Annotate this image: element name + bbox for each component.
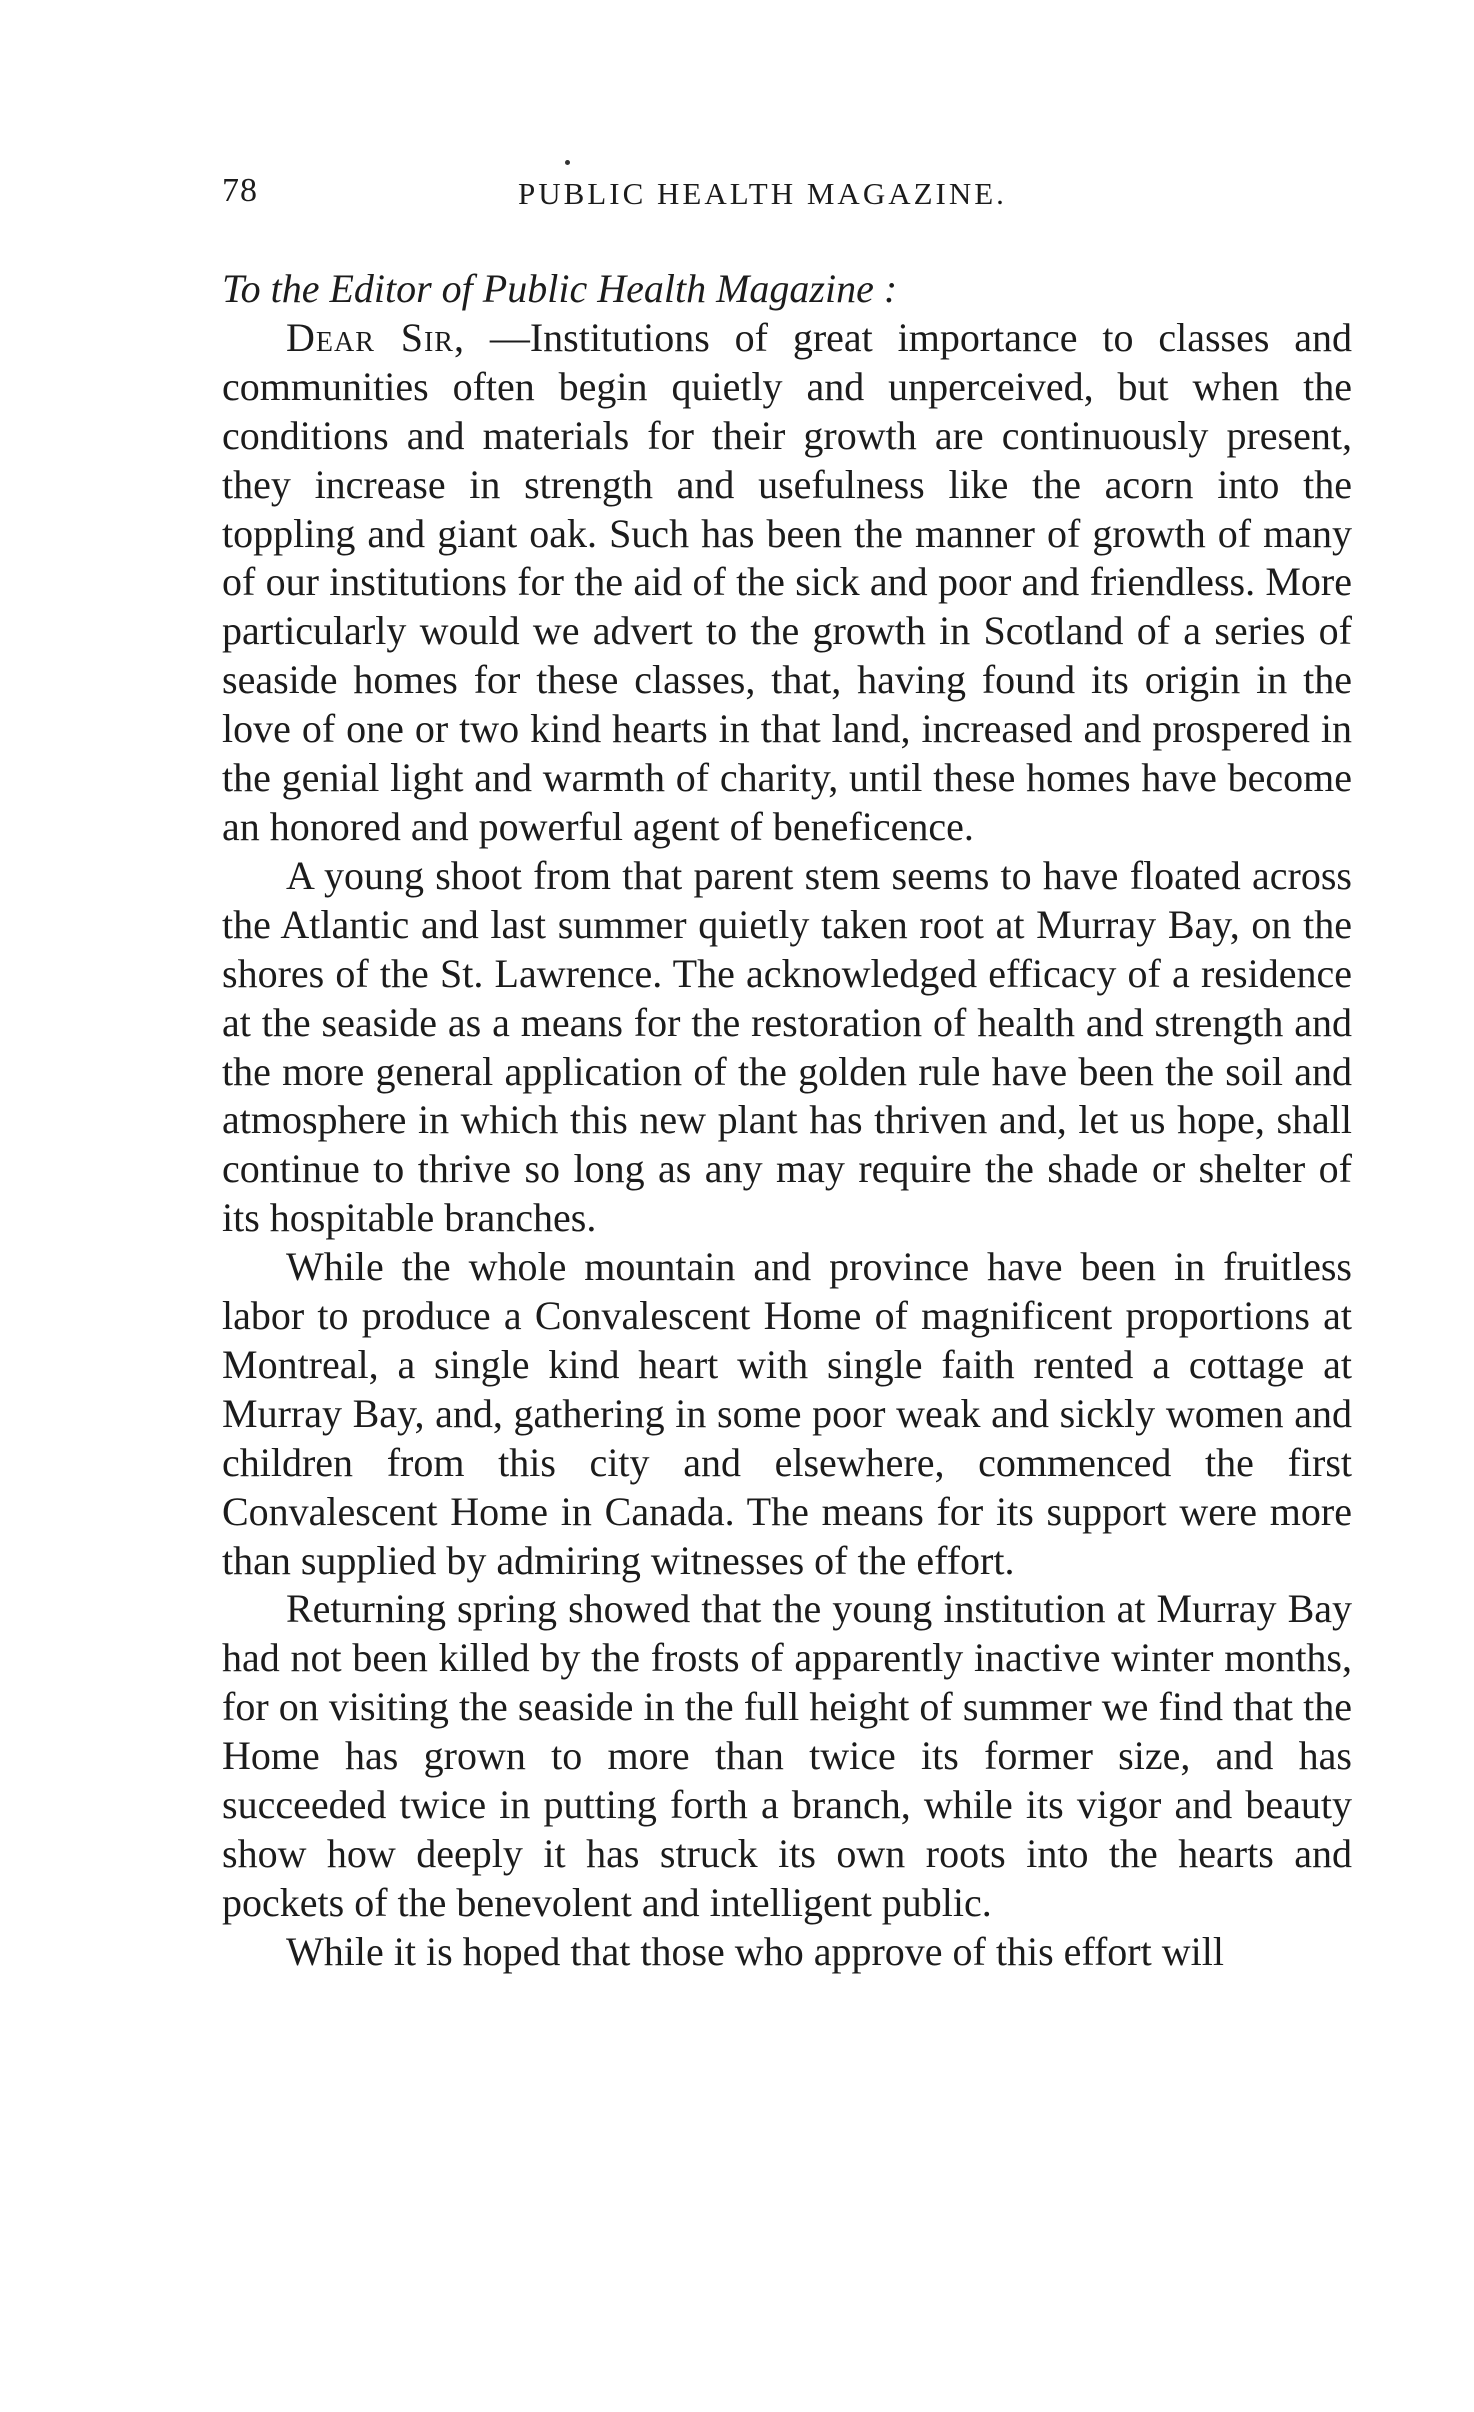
page-header — [222, 172, 1342, 222]
letter-body — [222, 265, 1352, 1977]
running-head: PUBLIC HEALTH MAGAZINE. — [518, 176, 1007, 211]
paragraph-5: While it is hoped that those who approve of this effort will — [286, 1928, 1224, 1974]
page-number: 78 — [222, 172, 258, 209]
paragraph-3: While the whole mountain and province have been in fruitless labor to produce a Convalescent Home of magnificent proportions at Montreal, a single kind heart with single faith rented a cottage at Murray Bay, and, gathering in some poor weak and sickly women and children from this city and elsewhere, commenced the first Convalescent Home in Canada. The means for its support were more than supplied by admiring witnesses of the effort. — [222, 1244, 1352, 1583]
opening-words: Dear Sir, — [286, 314, 465, 360]
paragraph-1-text: —Institutions of great importance to classes and communities often begin quietly and unperceived, but when the conditions and materials for their growth are continuously present, they increase in strength and usefulness like the acorn into the toppling and giant oak. Such has been the manner of growth of many of our institutions for the aid of the sick and poor and friendless. More particularly would we advert to the growth in Scotland of a series of seaside homes for these classes, that, having found its origin in the love of one or two kind hearts in that land, increased and prospered in the genial light and warmth of charity, until these homes have become an honored and powerful agent of beneficence. — [222, 314, 1352, 849]
printer-mark — [565, 160, 570, 165]
paragraph-1 — [222, 314, 1352, 852]
salutation: To the Editor of Public Health Magazine : — [222, 266, 898, 311]
paragraph-2: A young shoot from that parent stem seems to have floated across the Atlantic and last summer quietly taken root at Murray Bay, on the shores of the St. Lawrence. The acknowledged efficacy of a residence at the seaside as a means for the restoration of health and strength and the more general application of the golden rule have been the soil and atmosphere in which this new plant has thriven and, let us hope, shall continue to thrive so long as any may require the shade or shelter of its hospitable branches. — [222, 852, 1352, 1241]
paragraph-4: Returning spring showed that the young institution at Murray Bay had not been killed by the frosts of apparently inactive winter months, for on visiting the seaside in the full height of summer we find that the Home has grown to more than twice its former size, and has succeeded twice in putting forth a branch, while its vigor and beauty show how deeply it has struck its own roots into the hearts and pockets of the benevolent and intelligent public. — [222, 1586, 1352, 1925]
